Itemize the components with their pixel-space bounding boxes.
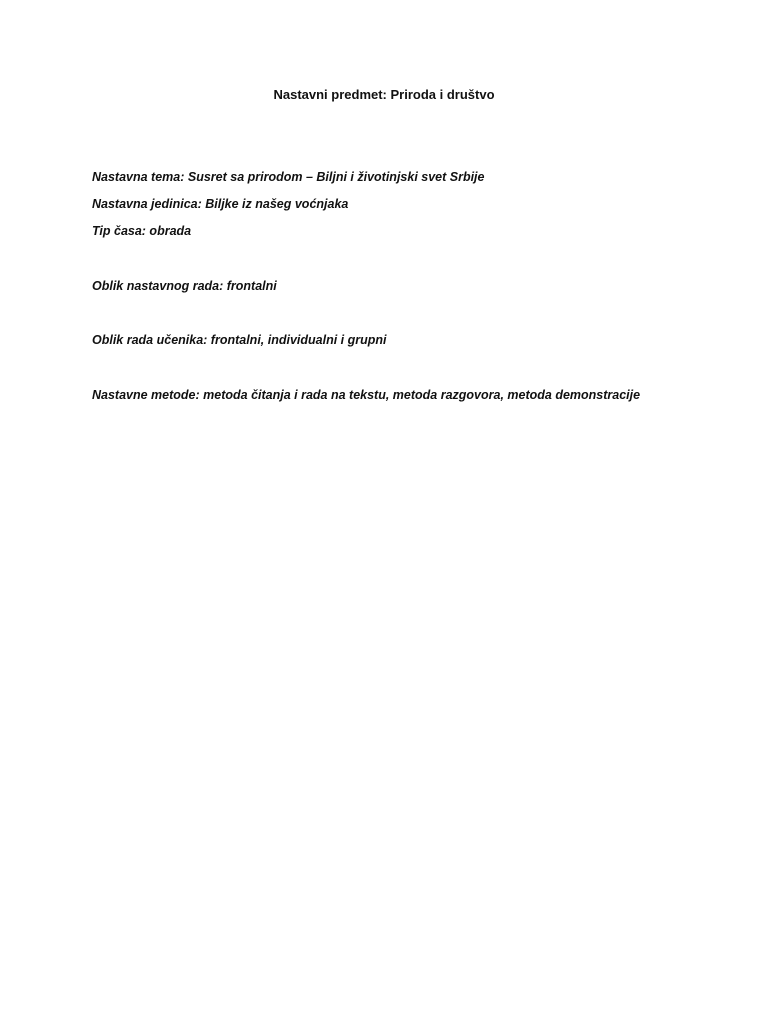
line-nastavne-metode: Nastavne metode: metoda čitanja i rada na tekstu, metoda razgovora, metoda demonstracije (92, 388, 641, 402)
line-oblik-rada-ucenika: Oblik rada učenika: frontalni, individualni i grupni (92, 333, 387, 347)
line-nastavna-tema: Nastavna tema: Susret sa prirodom – Biljni i životinjski svet Srbije (92, 170, 485, 184)
line-nastavna-jedinica: Nastavna jedinica: Biljke iz našeg voćnjaka (92, 197, 349, 211)
document-title: Nastavni predmet: Priroda i društvo (273, 87, 495, 102)
line-tip-casa: Tip časa: obrada (92, 224, 192, 238)
line-oblik-nastavnog-rada: Oblik nastavnog rada: frontalni (92, 279, 277, 293)
